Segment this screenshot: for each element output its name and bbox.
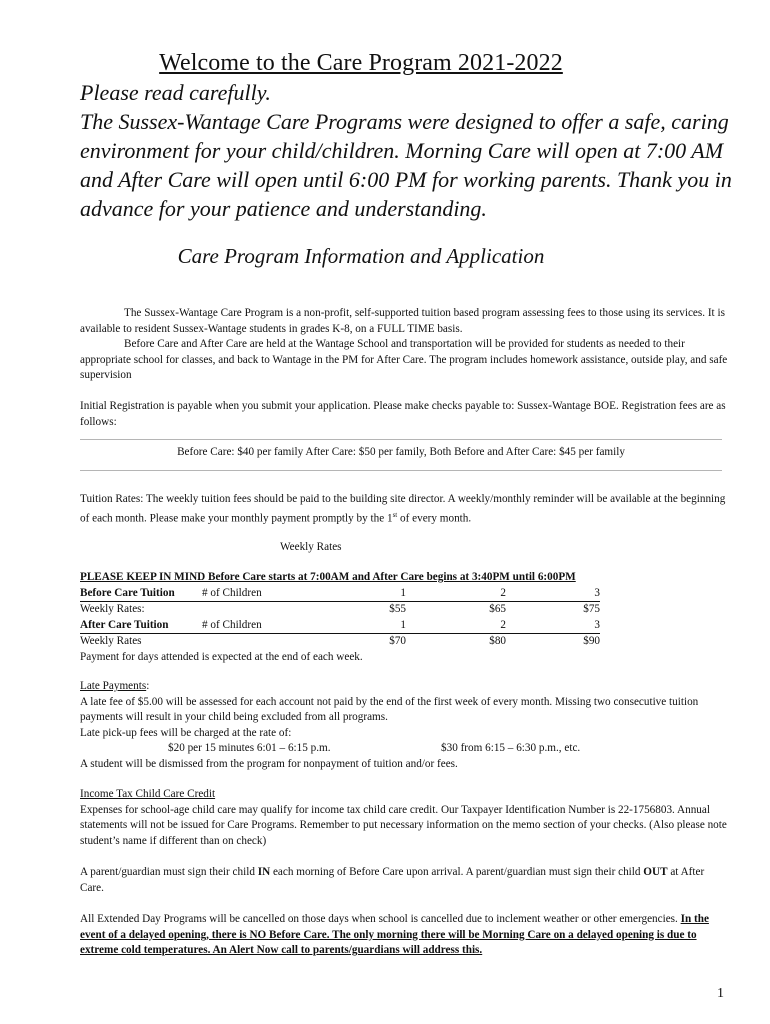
tax-credit-text: Expenses for school-age child care may qualify for income tax child care credit. Our Taxpayer Identification Number is 22-1756803. Annual statements will not be issued for Care Programs. Remember to put necessary information on the memo section of your checks. (Also please note student’s name if different than on check) <box>80 803 727 847</box>
payment-note: Payment for days attended is expected at the end of each week. <box>80 650 363 663</box>
before-care-header-row <box>80 586 600 602</box>
divider-bottom <box>80 470 722 471</box>
tax-credit-section <box>80 787 730 849</box>
tuition-rates-text <box>80 492 730 527</box>
section-subtitle: Care Program Information and Application <box>177 244 545 268</box>
after-rate-2: $80 <box>489 635 506 648</box>
after-col-1: 1 <box>342 618 442 634</box>
closing-section <box>80 912 730 959</box>
registration-fees: Before Care: $40 per family After Care: $50 per family, Both Before and After Care: $45 per family <box>177 446 625 458</box>
before-rate-2: $65 <box>489 603 506 616</box>
after-care-label: After Care Tuition <box>80 618 202 634</box>
divider-top <box>80 439 722 440</box>
before-col-3: 3 <box>542 586 600 602</box>
program-description <box>80 306 730 384</box>
before-col-1: 1 <box>342 586 442 602</box>
before-care-rates-row <box>80 602 600 618</box>
paragraph-1: The Sussex-Wantage Care Program is a non-profit, self-supported tuition based program assessing fees to those using its services. It is available to resident Sussex-Wantage students in grades K-8, on a FULL TIME basis. <box>80 307 725 335</box>
sign-text-b: each morning of Before Care upon arrival. A parent/guardian must sign their child <box>270 866 644 878</box>
tax-credit-heading: Income Tax Child Care Credit <box>80 788 216 800</box>
before-rates-label: Weekly Rates: <box>80 603 145 616</box>
after-care-header-row <box>80 618 600 634</box>
late-payments-heading: Late Payments <box>80 680 147 692</box>
after-rates-label: Weekly Rates <box>80 635 142 648</box>
before-col-2: 2 <box>442 586 542 602</box>
late-rate-a: $20 per 15 minutes 6:01 – 6:15 p.m. <box>168 742 331 755</box>
late-rate-b: $30 from 6:15 – 6:30 p.m., etc. <box>441 742 581 755</box>
intro-line-2: The Sussex-Wantage Care Programs were designed to offer a safe, caring environment for your child/children. Morning Care will open at 7:00 AM and After Care will open until 6:00 PM for working parents. Thank you in advance for your patience and understanding. <box>80 109 732 221</box>
page-number: 1 <box>717 986 724 1001</box>
paragraph-2: Before Care and After Care are held at the Wantage School and transportation will be provided for students as needed to their appropriate school for classes, and back to Wantage in the PM for After Care. The program includes homework assistance, outside play, and safe supervision <box>80 338 728 382</box>
after-rate-3: $90 <box>583 635 600 648</box>
weekly-rates-heading: Weekly Rates <box>280 541 342 553</box>
after-col-2: 2 <box>442 618 542 634</box>
sign-in-bold: IN <box>257 866 271 878</box>
dismissal-text: A student will be dismissed from the program for nonpayment of tuition and/or fees. <box>80 757 458 770</box>
intro-block <box>80 78 740 223</box>
delayed-opening-notice: In the event of a delayed opening, there is NO Before Care. The only morning there will be Morning Care on a delayed opening is due to extreme cold temperatures. An Alert Now call to parents/guardians will address this. <box>80 913 709 957</box>
tuition-text-a: Tuition Rates: The weekly tuition fees should be paid to the building site director. A weekly/monthly reminder will be available at the beginning of each month. Please make your monthly payment promptly by the 1 <box>80 493 726 525</box>
sign-text-a: A parent/guardian must sign their child <box>80 866 258 878</box>
sign-in-out-text <box>80 865 730 896</box>
sign-out-bold: OUT <box>643 866 668 878</box>
closing-text: All Extended Day Programs will be cancelled on those days when school is cancelled due to inclement weather or other emergencies. <box>80 913 681 925</box>
intro-line-1: Please read carefully. <box>80 80 271 105</box>
before-children-label: # of Children <box>202 586 342 602</box>
tuition-sup: st <box>392 510 398 519</box>
after-rate-1: $70 <box>389 635 406 648</box>
late-fee-text: A late fee of $5.00 will be assessed for each account not paid by the end of the first week of every month. Missing two consecutive tuition payments will result in your child being excluded from all programs. <box>80 695 699 724</box>
rates-table <box>80 586 600 650</box>
sign-text-c: at After Care. <box>80 866 705 894</box>
rates-section <box>80 570 730 666</box>
after-care-rates-row <box>80 634 600 650</box>
registration-text: Initial Registration is payable when you submit your application. Please make checks payable to: Sussex-Wantage BOE. Registration fees are as follows: <box>80 400 726 428</box>
before-care-label: Before Care Tuition <box>80 586 202 602</box>
keep-in-mind-line: PLEASE KEEP IN MIND Before Care starts at 7:00AM and After Care begins at 3:40PM until 6:00PM <box>80 571 576 583</box>
late-pickup-text: Late pick-up fees will be charged at the rate of: <box>80 726 292 739</box>
before-rate-1: $55 <box>389 603 406 616</box>
tuition-text-b: of every month. <box>397 512 472 525</box>
before-rate-3: $75 <box>583 603 600 616</box>
late-heading-colon: : <box>146 680 150 692</box>
late-payments-section <box>80 679 730 773</box>
late-pickup-rates <box>80 741 730 757</box>
after-col-3: 3 <box>542 618 600 634</box>
page-title: Welcome to the Care Program 2021-2022 <box>159 50 563 76</box>
after-children-label: # of Children <box>202 618 342 634</box>
